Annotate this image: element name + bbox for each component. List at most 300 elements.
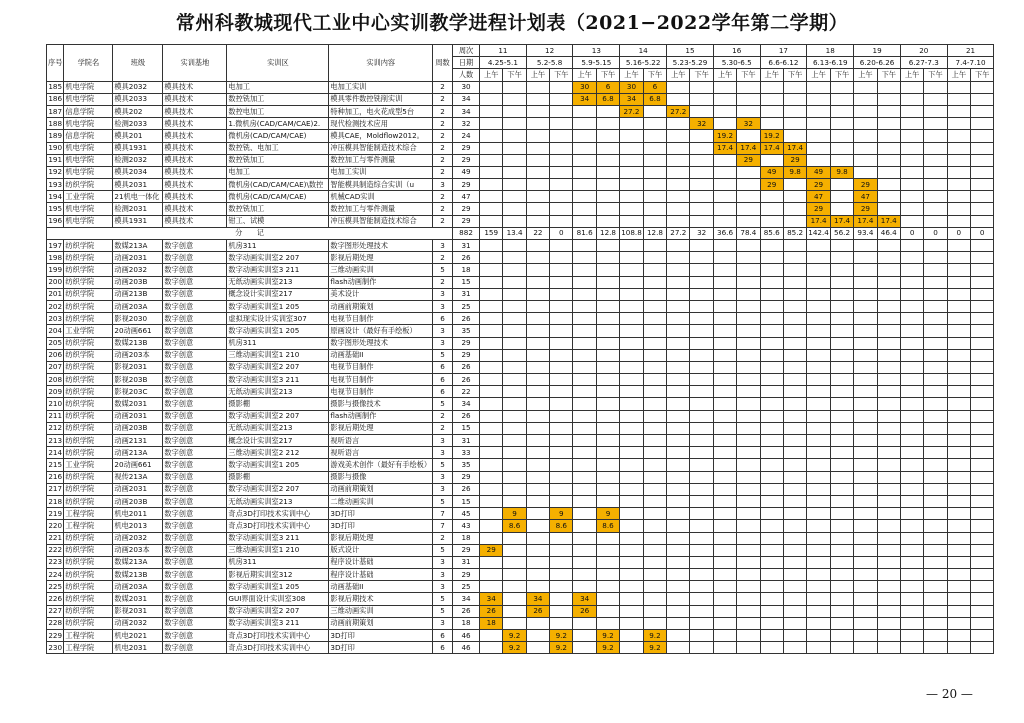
table-row — [47, 617, 994, 629]
row-college: 信息学院 — [64, 105, 113, 117]
row-count: 29 — [453, 154, 480, 166]
schedule-cell-active: 30 — [620, 81, 644, 93]
schedule-cell — [924, 203, 947, 215]
schedule-cell — [550, 166, 573, 178]
schedule-cell — [620, 581, 644, 593]
row-seq: 222 — [47, 544, 64, 556]
schedule-cell — [807, 105, 831, 117]
schedule-cell — [550, 483, 573, 495]
schedule-cell — [877, 642, 900, 654]
schedule-cell — [713, 118, 736, 130]
schedule-cell — [783, 630, 806, 642]
schedule-cell — [854, 374, 877, 386]
schedule-cell — [971, 520, 994, 532]
row-content: 模具零件数控铣削实训 — [329, 93, 433, 105]
subtotal-value: 22 — [526, 227, 549, 239]
schedule-cell — [830, 508, 853, 520]
row-seq: 207 — [47, 361, 64, 373]
row-weeks: 7 — [433, 520, 453, 532]
schedule-cell — [573, 422, 596, 434]
schedule-cell-active: 8.6 — [503, 520, 526, 532]
schedule-cell — [643, 166, 666, 178]
row-base: 模具技术 — [163, 118, 227, 130]
schedule-cell — [900, 617, 923, 629]
schedule-cell — [900, 471, 923, 483]
schedule-cell — [924, 215, 947, 227]
table-row — [47, 325, 994, 337]
schedule-cell — [550, 130, 573, 142]
table-row — [47, 154, 994, 166]
row-seq: 211 — [47, 410, 64, 422]
schedule-cell — [971, 240, 994, 252]
schedule-cell — [503, 288, 526, 300]
schedule-cell — [830, 483, 853, 495]
schedule-cell — [620, 374, 644, 386]
schedule-cell — [900, 459, 923, 471]
schedule-cell — [947, 410, 970, 422]
schedule-cell — [550, 240, 573, 252]
schedule-cell — [667, 422, 690, 434]
schedule-cell — [971, 642, 994, 654]
schedule-cell — [783, 300, 806, 312]
schedule-cell — [503, 617, 526, 629]
subtotal-value: 12.8 — [596, 227, 619, 239]
schedule-cell — [760, 93, 783, 105]
schedule-cell — [737, 556, 760, 568]
schedule-cell — [643, 142, 666, 154]
header-count: 人数 — [453, 69, 480, 81]
schedule-cell — [620, 337, 644, 349]
row-base: 模具技术 — [163, 81, 227, 93]
schedule-cell — [503, 398, 526, 410]
schedule-cell — [526, 422, 549, 434]
schedule-cell — [783, 471, 806, 483]
row-area: 数控电加工 — [227, 105, 329, 117]
schedule-cell — [947, 252, 970, 264]
row-weeks: 2 — [433, 154, 453, 166]
schedule-cell — [924, 630, 947, 642]
schedule-cell-active: 49 — [760, 166, 783, 178]
schedule-cell — [550, 300, 573, 312]
schedule-cell — [596, 361, 619, 373]
schedule-cell — [783, 276, 806, 288]
schedule-cell — [900, 142, 923, 154]
row-weeks: 5 — [433, 264, 453, 276]
row-seq: 214 — [47, 447, 64, 459]
row-college: 纺织学院 — [64, 240, 113, 252]
schedule-cell — [480, 361, 503, 373]
row-class: 20动画661 — [113, 459, 163, 471]
schedule-cell — [971, 349, 994, 361]
schedule-cell — [643, 435, 666, 447]
schedule-cell — [573, 581, 596, 593]
schedule-cell — [713, 495, 736, 507]
schedule-cell — [620, 520, 644, 532]
row-class: 数媒213B — [113, 337, 163, 349]
schedule-cell — [830, 325, 853, 337]
row-class: 模具1931 — [113, 142, 163, 154]
schedule-cell-active: 9.2 — [643, 642, 666, 654]
schedule-cell — [947, 105, 970, 117]
schedule-cell — [480, 154, 503, 166]
row-base: 数字创意 — [163, 264, 227, 276]
row-base: 数字创意 — [163, 593, 227, 605]
schedule-cell — [550, 81, 573, 93]
schedule-cell — [971, 447, 994, 459]
schedule-cell — [596, 605, 619, 617]
row-count: 33 — [453, 447, 480, 459]
header-am: 上午 — [760, 69, 783, 81]
schedule-cell-active: 17.4 — [830, 215, 853, 227]
schedule-cell — [503, 483, 526, 495]
table-row — [47, 142, 994, 154]
schedule-cell — [760, 203, 783, 215]
row-count: 26 — [453, 410, 480, 422]
schedule-cell — [737, 459, 760, 471]
schedule-cell — [503, 386, 526, 398]
row-count: 29 — [453, 544, 480, 556]
row-content: 现代检测技术应用 — [329, 118, 433, 130]
schedule-cell — [550, 410, 573, 422]
schedule-cell — [667, 374, 690, 386]
schedule-cell — [690, 105, 713, 117]
schedule-cell — [620, 325, 644, 337]
schedule-cell — [971, 617, 994, 629]
schedule-cell — [690, 532, 713, 544]
schedule-cell — [690, 276, 713, 288]
schedule-cell — [596, 410, 619, 422]
schedule-cell — [971, 179, 994, 191]
schedule-cell — [620, 276, 644, 288]
row-base: 数字创意 — [163, 398, 227, 410]
schedule-cell — [924, 605, 947, 617]
schedule-cell — [947, 240, 970, 252]
subtotal-value: 93.4 — [854, 227, 877, 239]
row-area: 钳工、试模 — [227, 215, 329, 227]
table-row — [47, 93, 994, 105]
schedule-cell — [947, 288, 970, 300]
schedule-cell — [503, 459, 526, 471]
row-weeks: 5 — [433, 398, 453, 410]
schedule-cell — [760, 264, 783, 276]
schedule-cell — [807, 569, 831, 581]
schedule-cell — [924, 154, 947, 166]
row-count: 29 — [453, 215, 480, 227]
schedule-cell — [947, 191, 970, 203]
schedule-cell-active: 6.8 — [596, 93, 619, 105]
schedule-cell — [830, 398, 853, 410]
schedule-cell — [924, 179, 947, 191]
schedule-cell — [596, 276, 619, 288]
schedule-cell — [550, 435, 573, 447]
schedule-cell — [550, 398, 573, 410]
row-content: 冲压模具智能制造技术综合 — [329, 215, 433, 227]
schedule-cell — [783, 435, 806, 447]
row-count: 26 — [453, 313, 480, 325]
schedule-cell — [807, 325, 831, 337]
schedule-cell — [900, 398, 923, 410]
row-area: 数字动画实训室1 205 — [227, 300, 329, 312]
row-count: 34 — [453, 398, 480, 410]
schedule-cell — [643, 276, 666, 288]
schedule-cell — [596, 105, 619, 117]
schedule-cell — [526, 215, 549, 227]
schedule-cell — [830, 81, 853, 93]
header-pm: 下午 — [550, 69, 573, 81]
schedule-cell — [971, 435, 994, 447]
row-base: 数字创意 — [163, 495, 227, 507]
schedule-cell — [947, 81, 970, 93]
table-row — [47, 118, 994, 130]
schedule-cell — [643, 288, 666, 300]
schedule-cell — [760, 459, 783, 471]
schedule-cell — [783, 203, 806, 215]
row-weeks: 6 — [433, 630, 453, 642]
schedule-cell — [900, 630, 923, 642]
schedule-cell — [480, 179, 503, 191]
schedule-cell — [550, 337, 573, 349]
schedule-cell — [900, 386, 923, 398]
schedule-cell — [924, 593, 947, 605]
row-base: 模具技术 — [163, 130, 227, 142]
schedule-cell — [783, 593, 806, 605]
row-count: 46 — [453, 642, 480, 654]
header-week-number: 16 — [713, 45, 760, 57]
schedule-cell — [830, 593, 853, 605]
schedule-cell-active: 9.2 — [596, 630, 619, 642]
schedule-cell — [783, 642, 806, 654]
schedule-cell — [596, 264, 619, 276]
schedule-cell — [971, 630, 994, 642]
schedule-cell — [737, 93, 760, 105]
header-date: 日期 — [453, 57, 480, 69]
row-weeks: 2 — [433, 166, 453, 178]
schedule-cell — [854, 288, 877, 300]
schedule-cell — [900, 435, 923, 447]
row-college: 纺织学院 — [64, 569, 113, 581]
table-row — [47, 264, 994, 276]
subtotal-value: 36.6 — [713, 227, 736, 239]
schedule-cell — [667, 532, 690, 544]
schedule-cell-active: 29 — [854, 203, 877, 215]
schedule-cell — [713, 435, 736, 447]
schedule-cell — [480, 447, 503, 459]
schedule-cell — [854, 435, 877, 447]
schedule-cell — [900, 191, 923, 203]
schedule-cell — [830, 240, 853, 252]
row-count: 31 — [453, 240, 480, 252]
schedule-cell — [667, 300, 690, 312]
schedule-cell — [667, 166, 690, 178]
schedule-cell — [550, 154, 573, 166]
schedule-cell — [947, 435, 970, 447]
schedule-cell — [783, 459, 806, 471]
row-content: 电视节目制作 — [329, 386, 433, 398]
row-base: 数字创意 — [163, 252, 227, 264]
schedule-cell — [924, 93, 947, 105]
schedule-cell-active: 8.6 — [596, 520, 619, 532]
schedule-cell — [924, 288, 947, 300]
schedule-cell — [550, 386, 573, 398]
row-college: 机电学院 — [64, 142, 113, 154]
schedule-cell-active: 29 — [807, 179, 831, 191]
header-week-number: 12 — [526, 45, 573, 57]
schedule-cell — [854, 313, 877, 325]
schedule-cell — [760, 361, 783, 373]
schedule-cell — [667, 349, 690, 361]
schedule-cell — [877, 605, 900, 617]
row-base: 数字创意 — [163, 313, 227, 325]
row-college: 纺织学院 — [64, 556, 113, 568]
schedule-cell — [503, 447, 526, 459]
schedule-cell — [877, 337, 900, 349]
schedule-cell — [854, 142, 877, 154]
schedule-cell — [550, 569, 573, 581]
schedule-cell — [783, 313, 806, 325]
row-count: 31 — [453, 288, 480, 300]
schedule-cell — [924, 264, 947, 276]
row-area: 数字动画实训室2 207 — [227, 605, 329, 617]
schedule-cell-active: 29 — [807, 203, 831, 215]
schedule-table — [46, 44, 994, 654]
row-content: 游戏美术创作（最好有手绘板） — [329, 459, 433, 471]
schedule-cell — [596, 166, 619, 178]
row-college: 纺织学院 — [64, 374, 113, 386]
schedule-cell — [596, 581, 619, 593]
schedule-cell — [807, 264, 831, 276]
schedule-cell — [854, 349, 877, 361]
schedule-cell — [480, 642, 503, 654]
schedule-cell — [526, 386, 549, 398]
schedule-cell — [573, 288, 596, 300]
schedule-cell — [830, 410, 853, 422]
row-seq: 209 — [47, 386, 64, 398]
row-base: 模具技术 — [163, 93, 227, 105]
header-week-number: 20 — [900, 45, 947, 57]
schedule-cell — [550, 374, 573, 386]
schedule-cell — [643, 556, 666, 568]
row-content: flash动画制作 — [329, 410, 433, 422]
schedule-cell — [830, 422, 853, 434]
schedule-cell — [877, 471, 900, 483]
schedule-cell — [526, 300, 549, 312]
schedule-cell — [854, 361, 877, 373]
schedule-cell — [573, 203, 596, 215]
table-row — [47, 300, 994, 312]
row-seq: 185 — [47, 81, 64, 93]
schedule-cell — [526, 398, 549, 410]
schedule-cell — [854, 544, 877, 556]
row-class: 动画213B — [113, 288, 163, 300]
row-count: 35 — [453, 459, 480, 471]
schedule-cell — [643, 313, 666, 325]
row-college: 纺织学院 — [64, 617, 113, 629]
schedule-cell — [900, 337, 923, 349]
schedule-cell — [667, 471, 690, 483]
schedule-cell — [900, 276, 923, 288]
schedule-cell — [877, 447, 900, 459]
row-college: 纺织学院 — [64, 288, 113, 300]
schedule-cell — [947, 313, 970, 325]
schedule-cell — [643, 300, 666, 312]
schedule-cell-active: 29 — [854, 179, 877, 191]
row-weeks: 3 — [433, 337, 453, 349]
row-weeks: 3 — [433, 617, 453, 629]
schedule-cell — [713, 508, 736, 520]
schedule-cell-active: 29 — [737, 154, 760, 166]
row-weeks: 3 — [433, 471, 453, 483]
schedule-cell — [924, 325, 947, 337]
row-count: 18 — [453, 617, 480, 629]
schedule-cell — [690, 264, 713, 276]
schedule-cell — [620, 447, 644, 459]
schedule-cell — [643, 361, 666, 373]
row-area: 数字动画实训室3 211 — [227, 532, 329, 544]
row-content: 视听语言 — [329, 447, 433, 459]
schedule-cell — [924, 471, 947, 483]
schedule-cell — [643, 410, 666, 422]
page-number: — 20 — — [926, 687, 973, 701]
schedule-cell — [480, 569, 503, 581]
schedule-cell — [830, 300, 853, 312]
row-class: 数媒213A — [113, 240, 163, 252]
schedule-cell — [900, 422, 923, 434]
schedule-cell — [480, 520, 503, 532]
row-area: 微机房(CAD/CAM/CAE)\数控 — [227, 179, 329, 191]
schedule-cell — [877, 179, 900, 191]
schedule-cell — [480, 191, 503, 203]
schedule-cell — [480, 581, 503, 593]
row-college: 纺织学院 — [64, 422, 113, 434]
row-area: 数字动画实训室2 207 — [227, 252, 329, 264]
header-pm: 下午 — [690, 69, 713, 81]
schedule-cell — [971, 398, 994, 410]
table-row — [47, 495, 994, 507]
row-area: 微机房(CAD/CAM/CAE) — [227, 191, 329, 203]
schedule-cell-active: 34 — [480, 593, 503, 605]
schedule-cell — [971, 215, 994, 227]
schedule-cell — [947, 483, 970, 495]
schedule-cell — [760, 556, 783, 568]
schedule-cell — [900, 93, 923, 105]
schedule-cell — [713, 483, 736, 495]
schedule-cell — [971, 325, 994, 337]
row-class: 动画203A — [113, 300, 163, 312]
schedule-cell — [503, 130, 526, 142]
row-weeks: 2 — [433, 422, 453, 434]
schedule-cell — [713, 593, 736, 605]
schedule-cell — [971, 581, 994, 593]
schedule-cell — [480, 166, 503, 178]
schedule-cell — [924, 240, 947, 252]
schedule-cell — [971, 495, 994, 507]
schedule-cell — [737, 325, 760, 337]
schedule-cell — [620, 495, 644, 507]
subtotal-value: 0 — [550, 227, 573, 239]
schedule-cell — [783, 288, 806, 300]
row-area: 数控铣加工 — [227, 203, 329, 215]
schedule-cell — [877, 252, 900, 264]
row-college: 纺织学院 — [64, 337, 113, 349]
header-pm: 下午 — [737, 69, 760, 81]
schedule-cell — [526, 118, 549, 130]
schedule-cell — [550, 142, 573, 154]
schedule-cell-active: 18 — [480, 617, 503, 629]
schedule-cell — [900, 105, 923, 117]
schedule-cell — [971, 252, 994, 264]
row-weeks: 6 — [433, 313, 453, 325]
schedule-cell — [503, 337, 526, 349]
